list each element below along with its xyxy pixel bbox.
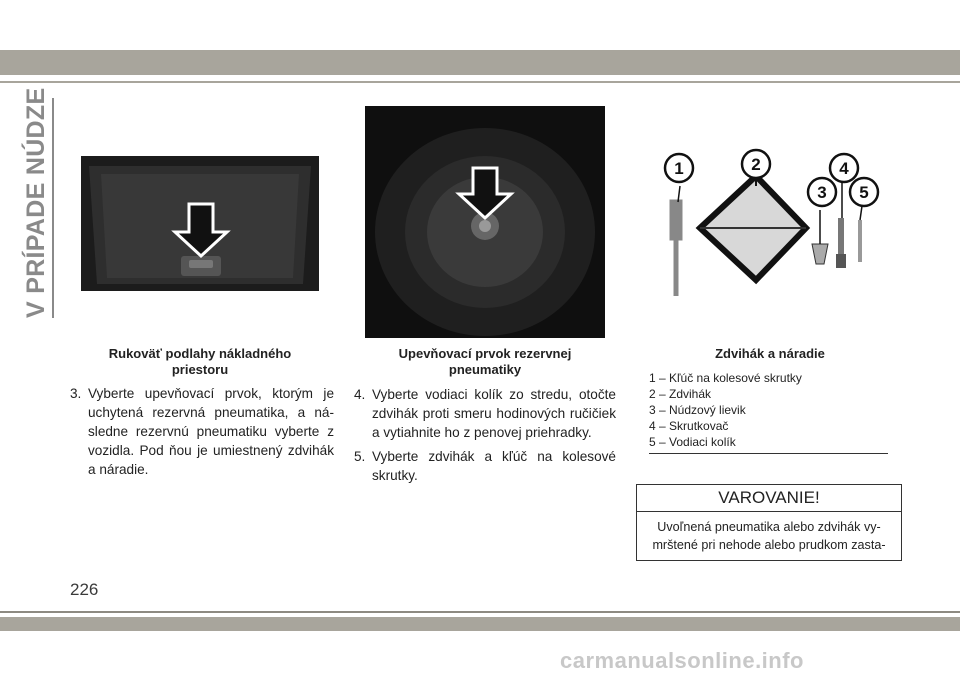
step-5: [354, 447, 616, 485]
footer-band: [0, 617, 960, 631]
step-number: 3.: [70, 386, 82, 401]
footer-rule: [0, 611, 960, 613]
header-band: [0, 50, 960, 75]
page-number: 226: [70, 580, 99, 599]
step-text: Vyberte vodiaci kolík zo stredu, otočte zdvihák proti smeru hodinových ručičiek a vytiahnite ho z penovej priehradky.: [372, 387, 616, 440]
figure-3-legend: [649, 370, 802, 450]
legend-item: 1 – Kľúč na kolesové skrutky: [649, 371, 802, 385]
callout-2: 2: [751, 155, 761, 174]
figure-3-caption: Zdvihák a náradie: [715, 346, 825, 361]
figure-1-caption: Rukoväť podlahy nákladného priestoru: [108, 346, 292, 377]
callout-5: 5: [859, 183, 869, 202]
jack-tools-illustration: [656, 146, 882, 298]
callout-4: 4: [839, 159, 849, 178]
header-rule: [0, 81, 960, 83]
step-4: [354, 385, 616, 442]
legend-item: 3 – Núdzový lievik: [649, 403, 746, 417]
step-number: 5.: [354, 449, 366, 464]
step-text: Vyberte upevňovací prvok, ktorým je uchytená rezervná pneumatika, a ná- sledne rezervnú pneumatiku vyberte z vozidla. Pod ňou je umiestnený zdvihák a náradie.: [88, 386, 334, 477]
cargo-floor-photo: [81, 156, 319, 291]
step-3: [70, 384, 334, 479]
callout-1: 1: [674, 159, 684, 178]
legend-item: 4 – Skrutkovač: [649, 419, 729, 433]
step-text: Vyberte zdvihák a kľúč na kolesové skrutky.: [372, 449, 616, 483]
legend-rule: [649, 453, 888, 454]
legend-item: 5 – Vodiaci kolík: [649, 435, 736, 449]
warning-box: [636, 484, 902, 561]
figure-2-caption: Upevňovací prvok rezervnej pneumatiky: [398, 346, 572, 377]
spare-tire-photo: [365, 106, 605, 338]
callout-3: 3: [817, 183, 827, 202]
legend-item: 2 – Zdvihák: [649, 387, 712, 401]
step-number: 4.: [354, 387, 366, 402]
footer-watermark: carmanualsonline.info: [560, 648, 804, 673]
warning-text: Uvoľnená pneumatika alebo zdvihák vy- mrštené pri nehode alebo prudkom zasta-: [652, 520, 886, 552]
warning-title: VAROVANIE!: [637, 485, 901, 512]
section-title: V PRÍPADE NÚDZE: [22, 98, 54, 318]
